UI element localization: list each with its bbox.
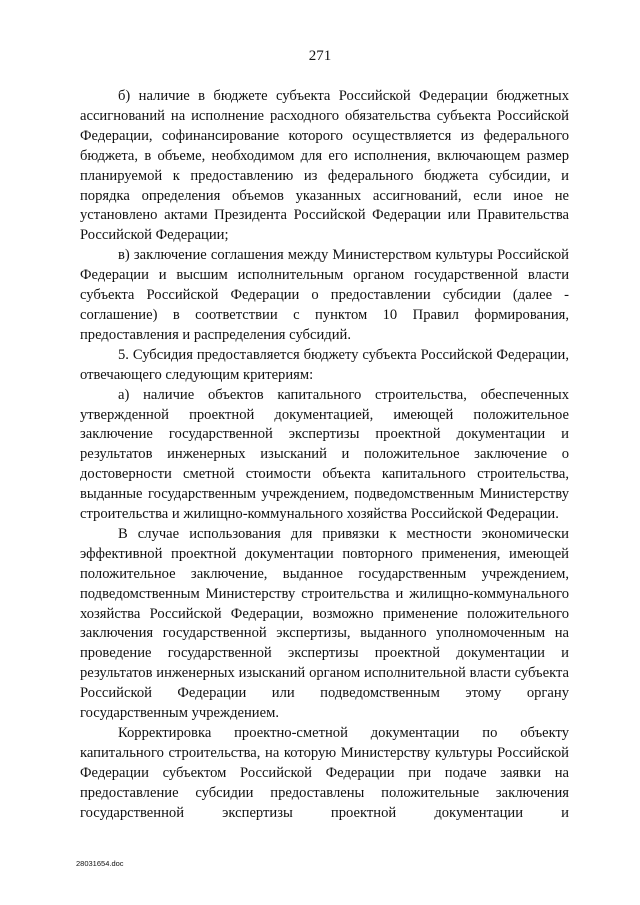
paragraph-reuse-documentation: В случае использования для привязки к местности экономически эффективной проектной документации повторного применения, имеющей положительное заключение, выданное государственным учреждением, подведомственным Министерству строительства и жилищно-коммунального хозяйства Российской Федерации, возможно применение положительного заключения государственной экспертизы, выданного уполномоченным на проведение государственной экспертизы проектной документации и результатов инженерных изысканий органом исполнительной власти субъекта Российской Федерации или подведомственным этому органу государственным учреждением. <box>80 525 569 722</box>
paragraph-subsidy-criteria: 5. Субсидия предоставляется бюджету субъекта Российской Федерации, отвечающего следующим критериям: <box>80 346 569 383</box>
footer-filename: 28031654.doc <box>76 859 124 868</box>
paragraph-construction-objects: а) наличие объектов капитального строительства, обеспеченных утвержденной проектной документацией, имеющей положительное заключение государственной экспертизы проектной документации и результатов инженерных изысканий и положительное заключение о достоверности сметной стоимости объекта капитального строительства, выданные государственным учреждением, подведомственным Министерству строительства и жилищно-коммунального хозяйства Российской Федерации. <box>80 386 569 523</box>
paragraph-agreement: в) заключение соглашения между Министерством культуры Российской Федерации и высшим исполнительным органом государственной власти субъекта Российской Федерации о предоставлении субсидии (далее - соглашение) в соответствии с пунктом 10 Правил формирования, предоставления и распределения субсидий. <box>80 247 569 343</box>
paragraph-budget-allocations: б) наличие в бюджете субъекта Российской Федерации бюджетных ассигнований на исполнение расходного обязательства субъекта Российской Федерации, софинансирование которого осуществляется из федерального бюджета, в объеме, необходимом для его исполнения, включающем размер планируемой к предоставлению из федерального бюджета субсидии, и порядка определения объемов указанных ассигнований, если иное не установлено актами Президента Российской Федерации или Правительства Российской Федерации; <box>80 88 569 244</box>
paragraph-correction: Корректировка проектно-сметной документации по объекту капитального строительства, на которую Министерству культуры Российской Федерации субъектом Российской Федерации при подаче заявки на предоставление субсидии предоставлены положительные заключения государственной экспертизы проектной документации и <box>80 725 569 821</box>
page-number: 271 <box>308 48 332 64</box>
document-body <box>80 87 569 824</box>
